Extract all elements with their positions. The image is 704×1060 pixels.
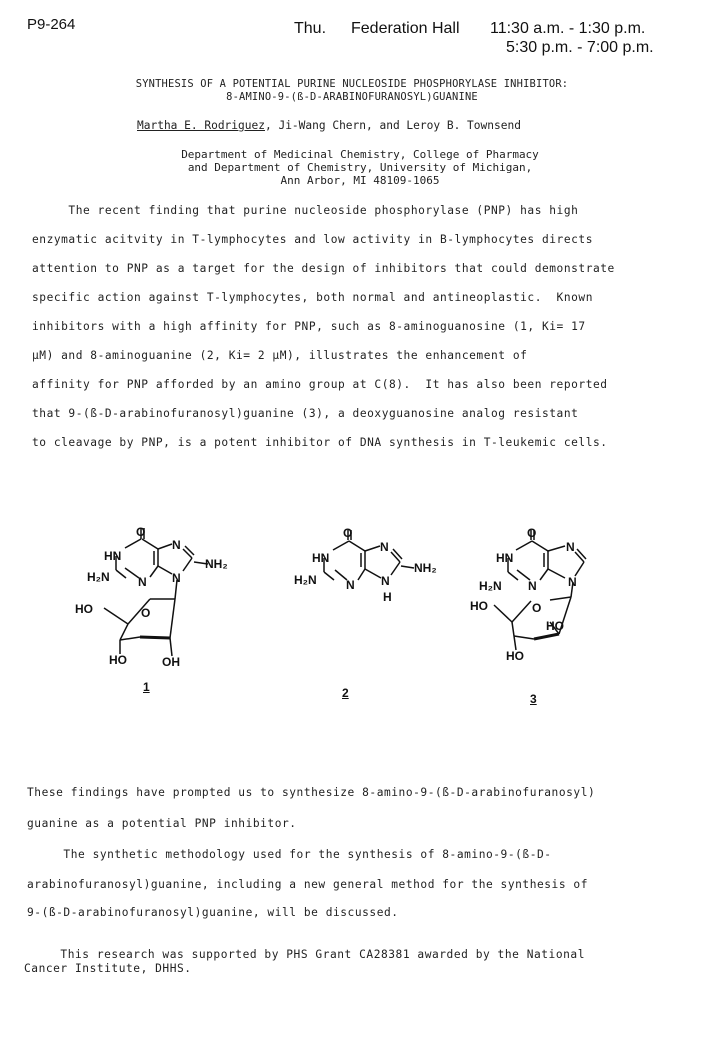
compound-3-label: 3 [530, 692, 537, 706]
atom-label: O [532, 601, 542, 615]
atom-label: OH [162, 655, 180, 669]
atom-label: H₂N [294, 573, 317, 587]
atom-label: HO [109, 653, 127, 667]
atom-label: N [566, 540, 575, 554]
session-venue: Federation Hall [351, 20, 460, 37]
atom-label: H₂N [87, 570, 110, 584]
atom-label: HN [496, 551, 514, 565]
atom-label: N [346, 578, 355, 592]
atom-label: O [527, 526, 537, 540]
author-list [137, 119, 521, 132]
affiliation-line: Ann Arbor, MI 48109-1065 [280, 174, 440, 187]
affiliation-line: Department of Medicinal Chemistry, College of Pharmacy [181, 148, 539, 161]
acknowledgment-line: This research was supported by PHS Grant CA28381 awarded by the National [24, 948, 585, 961]
atom-label: O [343, 526, 353, 540]
body-line: 9-(ß-D-arabinofuranosyl)guanine, will be discussed. [27, 906, 399, 919]
body-line: inhibitors with a high affinity for PNP, such as 8-aminoguanosine (1, Ki= 17 [32, 320, 586, 333]
session-day: Thu. [294, 20, 327, 37]
atom-label: N [380, 540, 389, 554]
atom-label: N [172, 571, 181, 585]
body-line: attention to PNP as a target for the design of inhibitors that could demonstrate [32, 262, 615, 275]
body-line: The recent finding that purine nucleoside phosphorylase (PNP) has high [32, 204, 579, 217]
atom-label: N [381, 574, 390, 588]
compound-2-label: 2 [342, 686, 349, 700]
session-time-1: 11:30 a.m. - 1:30 p.m. [490, 20, 646, 37]
atom-label: HO [75, 602, 93, 616]
structure-compound-2 [324, 530, 414, 580]
body-line: The synthetic methodology used for the synthesis of 8-amino-9-(ß-D- [27, 848, 552, 861]
atom-label: O [136, 525, 146, 539]
atom-label: NH₂ [205, 557, 228, 571]
poster-id: P9-264 [27, 16, 76, 33]
acknowledgment-line: Cancer Institute, DHHS. [24, 962, 192, 975]
affiliation-line: and Department of Chemistry, University of Michigan, [187, 161, 533, 174]
atom-label: N [568, 575, 577, 589]
body-line: to cleavage by PNP, is a potent inhibitor of DNA synthesis in T-leukemic cells. [32, 436, 608, 449]
body-line: enzymatic acitvity in T-lymphocytes and low activity in B-lymphocytes directs [32, 233, 593, 246]
body-line: arabinofuranosyl)guanine, including a new general method for the synthesis of [27, 878, 588, 891]
atom-label: N [172, 538, 181, 552]
abstract-title-line-1: SYNTHESIS OF A POTENTIAL PURINE NUCLEOSIDE PHOSPHORYLASE INHIBITOR: [135, 78, 569, 90]
body-line: specific action against T-lymphocytes, both normal and antineoplastic. Known [32, 291, 593, 304]
atom-label: N [528, 579, 537, 593]
compound-1-label: 1 [143, 680, 150, 694]
chemical-structures [0, 500, 704, 720]
atom-label: NH₂ [414, 561, 437, 575]
presenting-author: Martha E. Rodriguez [137, 119, 265, 132]
body-line: that 9-(ß-D-arabinofuranosyl)guanine (3), a deoxyguanosine analog resistant [32, 407, 579, 420]
atom-label: H [383, 590, 392, 604]
body-line: guanine as a potential PNP inhibitor. [27, 817, 297, 830]
body-line: µM) and 8-aminoguanine (2, Ki= 2 µM), illustrates the enhancement of [32, 349, 528, 362]
atom-label: O [141, 606, 151, 620]
atom-label: HN [312, 551, 330, 565]
session-time-2: 5:30 p.m. - 7:00 p.m. [506, 39, 654, 56]
co-authors: , Ji-Wang Chern, and Leroy B. Townsend [264, 119, 521, 132]
affiliation [140, 148, 580, 187]
atom-label: HO [506, 649, 524, 663]
body-line: affinity for PNP afforded by an amino group at C(8). It has also been reported [32, 378, 608, 391]
atom-label: HO [546, 619, 564, 633]
atom-label: N [138, 575, 147, 589]
structure-compound-1 [104, 528, 208, 656]
atom-label: HO [470, 599, 488, 613]
atom-label: H₂N [479, 579, 502, 593]
atom-label: HN [104, 549, 122, 563]
body-line: These findings have prompted us to synthesize 8-amino-9-(ß-D-arabinofuranosyl) [27, 786, 596, 799]
abstract-title-line-2: 8-AMINO-9-(ß-D-ARABINOFURANOSYL)GUANINE [226, 91, 478, 103]
